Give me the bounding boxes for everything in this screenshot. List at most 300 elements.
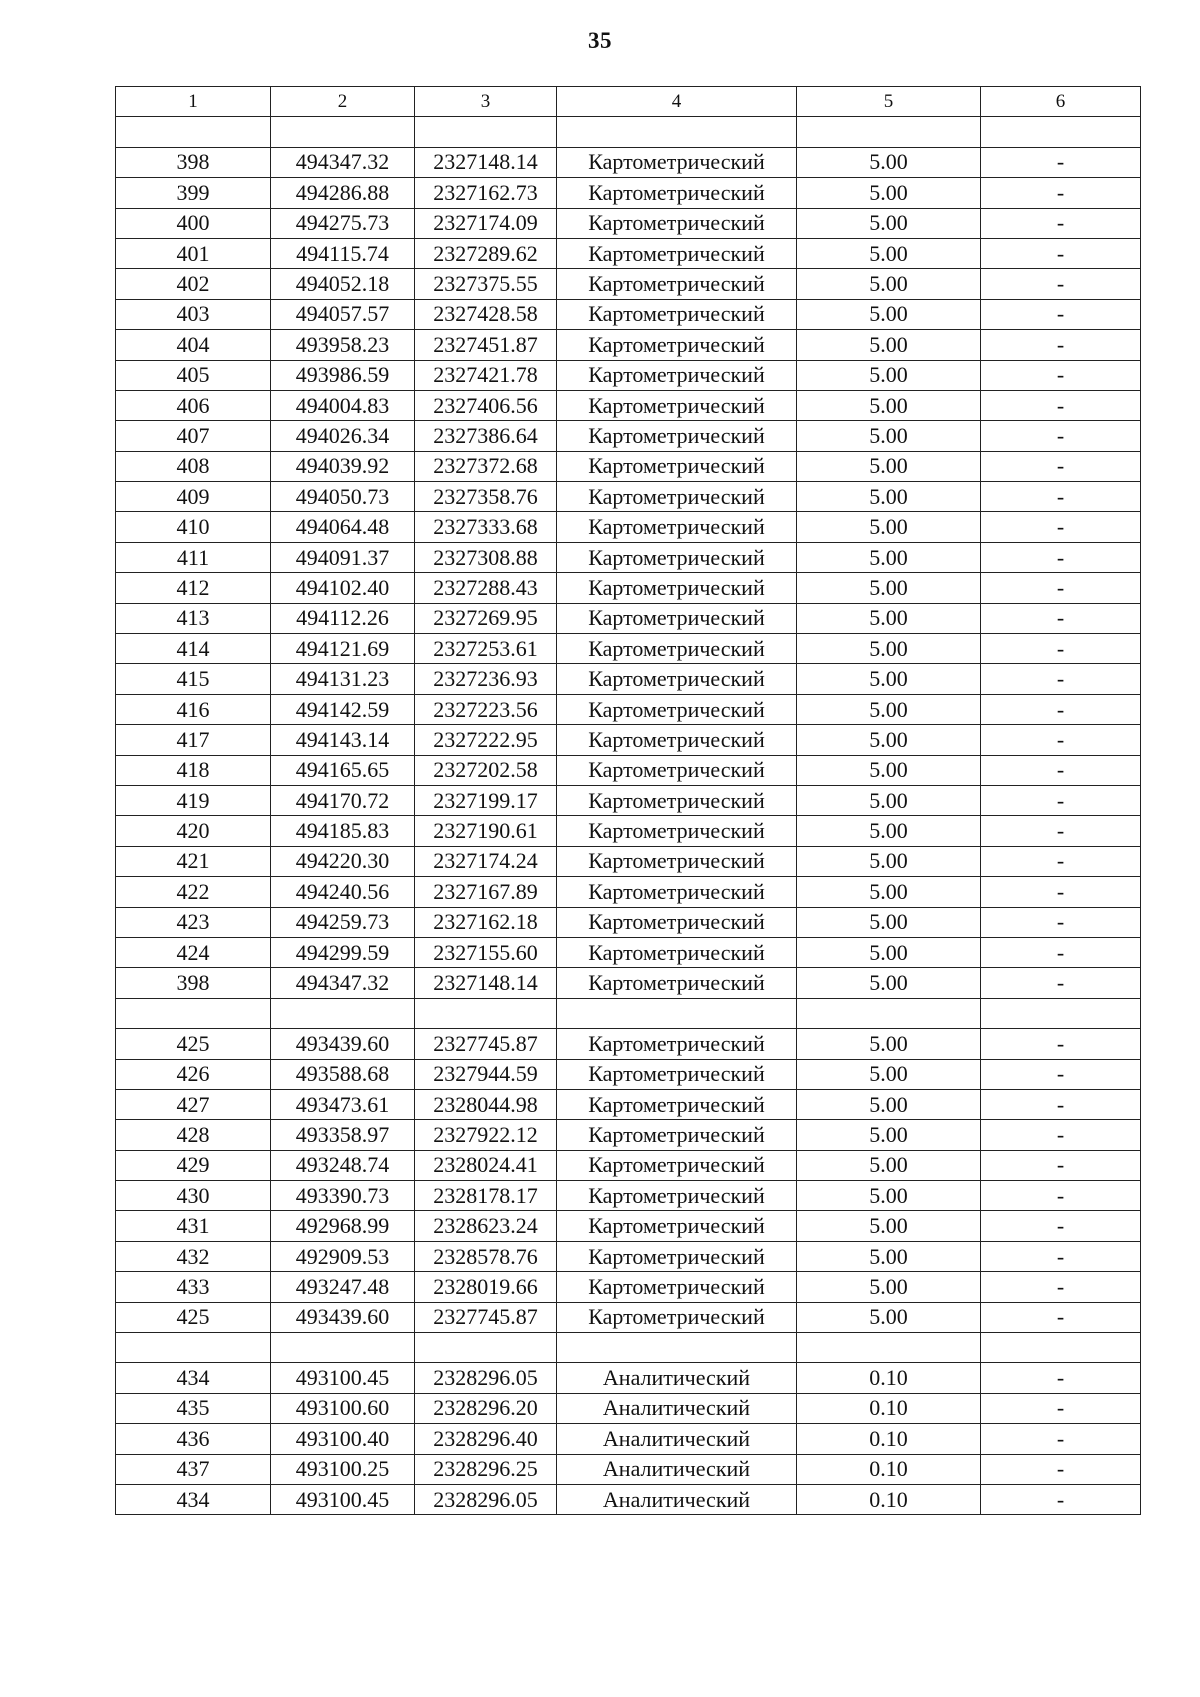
point-number-cell: 416 [116,694,271,724]
accuracy-cell: 5.00 [797,269,981,299]
y-coordinate-cell: 2328024.41 [415,1150,557,1180]
blank-separator-row [116,1333,1141,1363]
method-cell: Картометрический [557,816,797,846]
x-coordinate-cell: 493588.68 [271,1059,415,1089]
x-coordinate-cell: 494170.72 [271,785,415,815]
method-cell: Картометрический [557,1241,797,1271]
accuracy-cell: 5.00 [797,694,981,724]
point-number-cell: 423 [116,907,271,937]
column-number: 6 [981,87,1141,117]
note-cell: - [981,1181,1141,1211]
accuracy-cell: 5.00 [797,390,981,420]
accuracy-cell: 0.10 [797,1454,981,1484]
note-cell: - [981,634,1141,664]
y-coordinate-cell: 2327162.18 [415,907,557,937]
point-number-cell: 408 [116,451,271,481]
method-cell: Картометрический [557,1059,797,1089]
table-row [116,1393,1141,1423]
note-cell: - [981,482,1141,512]
point-number-cell: 410 [116,512,271,542]
accuracy-cell: 5.00 [797,512,981,542]
point-number-cell: 407 [116,421,271,451]
method-cell: Картометрический [557,482,797,512]
note-cell: - [981,421,1141,451]
point-number-cell: 401 [116,238,271,268]
method-cell: Картометрический [557,330,797,360]
accuracy-cell: 0.10 [797,1424,981,1454]
note-cell: - [981,1150,1141,1180]
method-cell: Аналитический [557,1393,797,1423]
y-coordinate-cell [415,117,557,147]
accuracy-cell [797,1333,981,1363]
method-cell: Картометрический [557,542,797,572]
note-cell: - [981,1393,1141,1423]
point-number-cell: 429 [116,1150,271,1180]
table-row [116,512,1141,542]
x-coordinate-cell: 493439.60 [271,1029,415,1059]
note-cell: - [981,694,1141,724]
point-number-cell: 436 [116,1424,271,1454]
point-number-cell: 430 [116,1181,271,1211]
accuracy-cell: 5.00 [797,907,981,937]
table-row [116,1181,1141,1211]
x-coordinate-cell: 494102.40 [271,573,415,603]
point-number-cell: 398 [116,147,271,177]
table-row [116,968,1141,998]
accuracy-cell: 5.00 [797,937,981,967]
method-cell: Картометрический [557,634,797,664]
point-number-cell: 431 [116,1211,271,1241]
y-coordinate-cell: 2327333.68 [415,512,557,542]
method-cell: Картометрический [557,1150,797,1180]
accuracy-cell: 5.00 [797,1089,981,1119]
y-coordinate-cell: 2327269.95 [415,603,557,633]
x-coordinate-cell: 494050.73 [271,482,415,512]
accuracy-cell: 5.00 [797,573,981,603]
x-coordinate-cell: 494091.37 [271,542,415,572]
y-coordinate-cell: 2327406.56 [415,390,557,420]
x-coordinate-cell: 494112.26 [271,603,415,633]
note-cell: - [981,785,1141,815]
method-cell: Картометрический [557,390,797,420]
accuracy-cell: 5.00 [797,482,981,512]
point-number-cell: 432 [116,1241,271,1271]
accuracy-cell: 5.00 [797,1211,981,1241]
accuracy-cell: 5.00 [797,1029,981,1059]
method-cell: Картометрический [557,421,797,451]
accuracy-cell: 5.00 [797,1181,981,1211]
note-cell: - [981,755,1141,785]
method-cell: Картометрический [557,603,797,633]
method-cell: Картометрический [557,512,797,542]
table-row [116,1059,1141,1089]
table-row [116,208,1141,238]
method-cell: Картометрический [557,877,797,907]
x-coordinate-cell: 494165.65 [271,755,415,785]
accuracy-cell: 5.00 [797,1059,981,1089]
accuracy-cell: 5.00 [797,968,981,998]
y-coordinate-cell: 2327167.89 [415,877,557,907]
blank-separator-row [116,117,1141,147]
note-cell: - [981,603,1141,633]
method-cell: Картометрический [557,1029,797,1059]
method-cell: Картометрический [557,846,797,876]
y-coordinate-cell: 2327288.43 [415,573,557,603]
x-coordinate-cell: 494286.88 [271,178,415,208]
y-coordinate-cell: 2327421.78 [415,360,557,390]
note-cell: - [981,1454,1141,1484]
y-coordinate-cell: 2328623.24 [415,1211,557,1241]
point-number-cell: 413 [116,603,271,633]
method-cell: Картометрический [557,208,797,238]
x-coordinate-cell: 494259.73 [271,907,415,937]
method-cell [557,117,797,147]
point-number-cell: 421 [116,846,271,876]
y-coordinate-cell [415,1333,557,1363]
point-number-cell: 417 [116,725,271,755]
note-cell: - [981,1424,1141,1454]
method-cell: Аналитический [557,1363,797,1393]
note-cell: - [981,178,1141,208]
y-coordinate-cell: 2327148.14 [415,968,557,998]
column-number: 1 [116,87,271,117]
note-cell: - [981,573,1141,603]
method-cell: Картометрический [557,755,797,785]
note-cell: - [981,238,1141,268]
table-row [116,1363,1141,1393]
table-row [116,755,1141,785]
method-cell: Картометрический [557,694,797,724]
y-coordinate-cell: 2327236.93 [415,664,557,694]
accuracy-cell: 5.00 [797,816,981,846]
note-cell: - [981,512,1141,542]
x-coordinate-cell: 493100.60 [271,1393,415,1423]
accuracy-cell: 5.00 [797,634,981,664]
method-cell: Картометрический [557,968,797,998]
table-row [116,1424,1141,1454]
x-coordinate-cell: 493100.45 [271,1484,415,1514]
note-cell: - [981,1302,1141,1332]
point-number-cell: 405 [116,360,271,390]
table-row [116,1484,1141,1514]
x-coordinate-cell: 492968.99 [271,1211,415,1241]
note-cell: - [981,877,1141,907]
x-coordinate-cell: 494052.18 [271,269,415,299]
column-number: 3 [415,87,557,117]
note-cell: - [981,360,1141,390]
table-row [116,147,1141,177]
y-coordinate-cell: 2327944.59 [415,1059,557,1089]
y-coordinate-cell: 2327428.58 [415,299,557,329]
note-cell: - [981,1272,1141,1302]
column-number: 2 [271,87,415,117]
coordinates-table [115,86,1141,1515]
note-cell: - [981,147,1141,177]
note-cell: - [981,390,1141,420]
point-number-cell: 419 [116,785,271,815]
method-cell: Картометрический [557,937,797,967]
y-coordinate-cell: 2327148.14 [415,147,557,177]
point-number-cell: 427 [116,1089,271,1119]
x-coordinate-cell: 494347.32 [271,968,415,998]
method-cell: Картометрический [557,725,797,755]
y-coordinate-cell: 2327253.61 [415,634,557,664]
accuracy-cell: 5.00 [797,299,981,329]
y-coordinate-cell: 2328178.17 [415,1181,557,1211]
accuracy-cell: 5.00 [797,1302,981,1332]
x-coordinate-cell: 493100.40 [271,1424,415,1454]
y-coordinate-cell: 2327922.12 [415,1120,557,1150]
x-coordinate-cell [271,117,415,147]
y-coordinate-cell: 2328019.66 [415,1272,557,1302]
point-number-cell: 424 [116,937,271,967]
accuracy-cell: 5.00 [797,755,981,785]
point-number-cell: 422 [116,877,271,907]
x-coordinate-cell: 493100.45 [271,1363,415,1393]
note-cell: - [981,269,1141,299]
method-cell: Аналитический [557,1454,797,1484]
note-cell: - [981,664,1141,694]
point-number-cell: 428 [116,1120,271,1150]
page-number: 35 [588,28,612,53]
point-number-cell: 412 [116,573,271,603]
y-coordinate-cell: 2327199.17 [415,785,557,815]
x-coordinate-cell: 493100.25 [271,1454,415,1484]
x-coordinate-cell: 494299.59 [271,937,415,967]
x-coordinate-cell: 494275.73 [271,208,415,238]
accuracy-cell: 5.00 [797,664,981,694]
y-coordinate-cell: 2327222.95 [415,725,557,755]
x-coordinate-cell: 493986.59 [271,360,415,390]
x-coordinate-cell [271,998,415,1028]
y-coordinate-cell: 2328578.76 [415,1241,557,1271]
y-coordinate-cell: 2327190.61 [415,816,557,846]
table-row [116,178,1141,208]
y-coordinate-cell: 2327223.56 [415,694,557,724]
column-number: 5 [797,87,981,117]
x-coordinate-cell: 494143.14 [271,725,415,755]
note-cell: - [981,937,1141,967]
x-coordinate-cell: 493247.48 [271,1272,415,1302]
y-coordinate-cell: 2327174.24 [415,846,557,876]
x-coordinate-cell: 494057.57 [271,299,415,329]
method-cell: Картометрический [557,178,797,208]
y-coordinate-cell: 2327174.09 [415,208,557,238]
note-cell: - [981,1363,1141,1393]
y-coordinate-cell: 2328296.20 [415,1393,557,1423]
accuracy-cell: 5.00 [797,208,981,238]
point-number-cell: 437 [116,1454,271,1484]
point-number-cell: 398 [116,968,271,998]
accuracy-cell: 5.00 [797,178,981,208]
table-row [116,1089,1141,1119]
method-cell: Картометрический [557,451,797,481]
table-row [116,451,1141,481]
x-coordinate-cell: 493439.60 [271,1302,415,1332]
y-coordinate-cell: 2327745.87 [415,1302,557,1332]
table-row [116,421,1141,451]
note-cell: - [981,816,1141,846]
table-row [116,1241,1141,1271]
y-coordinate-cell: 2327358.76 [415,482,557,512]
x-coordinate-cell: 492909.53 [271,1241,415,1271]
note-cell: - [981,1059,1141,1089]
table-row [116,1454,1141,1484]
table-row [116,1302,1141,1332]
point-number-cell: 426 [116,1059,271,1089]
note-cell: - [981,1029,1141,1059]
table-row [116,634,1141,664]
accuracy-cell: 0.10 [797,1363,981,1393]
table-row [116,573,1141,603]
accuracy-cell: 5.00 [797,725,981,755]
y-coordinate-cell: 2328296.05 [415,1484,557,1514]
x-coordinate-cell: 494064.48 [271,512,415,542]
x-coordinate-cell: 494131.23 [271,664,415,694]
table-row [116,360,1141,390]
table-row [116,664,1141,694]
accuracy-cell: 5.00 [797,603,981,633]
y-coordinate-cell: 2327289.62 [415,238,557,268]
y-coordinate-cell: 2327155.60 [415,937,557,967]
note-cell: - [981,1211,1141,1241]
point-number-cell: 404 [116,330,271,360]
table-row [116,846,1141,876]
method-cell: Аналитический [557,1484,797,1514]
table-row [116,1029,1141,1059]
column-number-row [116,87,1141,117]
note-cell [981,998,1141,1028]
x-coordinate-cell: 493958.23 [271,330,415,360]
accuracy-cell: 5.00 [797,1241,981,1271]
accuracy-cell: 5.00 [797,877,981,907]
table-row [116,269,1141,299]
method-cell [557,1333,797,1363]
note-cell: - [981,1120,1141,1150]
table-row [116,603,1141,633]
table-row [116,299,1141,329]
note-cell: - [981,1089,1141,1119]
y-coordinate-cell: 2328296.05 [415,1363,557,1393]
y-coordinate-cell: 2327375.55 [415,269,557,299]
table-row [116,1120,1141,1150]
note-cell: - [981,1484,1141,1514]
point-number-cell: 425 [116,1302,271,1332]
table-row [116,542,1141,572]
note-cell [981,117,1141,147]
point-number-cell: 434 [116,1363,271,1393]
point-number-cell: 406 [116,390,271,420]
x-coordinate-cell: 493390.73 [271,1181,415,1211]
method-cell: Картометрический [557,299,797,329]
point-number-cell: 402 [116,269,271,299]
method-cell: Картометрический [557,1302,797,1332]
x-coordinate-cell: 494185.83 [271,816,415,846]
method-cell: Картометрический [557,1211,797,1241]
accuracy-cell: 5.00 [797,1120,981,1150]
accuracy-cell: 5.00 [797,238,981,268]
table-row [116,1150,1141,1180]
method-cell: Картометрический [557,147,797,177]
y-coordinate-cell: 2327162.73 [415,178,557,208]
note-cell: - [981,451,1141,481]
accuracy-cell: 5.00 [797,451,981,481]
method-cell: Картометрический [557,573,797,603]
accuracy-cell: 5.00 [797,542,981,572]
method-cell: Картометрический [557,1120,797,1150]
point-number-cell: 418 [116,755,271,785]
accuracy-cell: 5.00 [797,785,981,815]
x-coordinate-cell: 494115.74 [271,238,415,268]
blank-separator-row [116,998,1141,1028]
method-cell: Картометрический [557,1181,797,1211]
accuracy-cell: 5.00 [797,360,981,390]
point-number-cell: 400 [116,208,271,238]
x-coordinate-cell: 494240.56 [271,877,415,907]
accuracy-cell [797,998,981,1028]
table-row [116,330,1141,360]
table-row [116,937,1141,967]
accuracy-cell: 0.10 [797,1484,981,1514]
x-coordinate-cell: 493473.61 [271,1089,415,1119]
note-cell: - [981,542,1141,572]
method-cell: Картометрический [557,907,797,937]
x-coordinate-cell: 494026.34 [271,421,415,451]
accuracy-cell: 5.00 [797,147,981,177]
x-coordinate-cell: 494004.83 [271,390,415,420]
note-cell: - [981,907,1141,937]
y-coordinate-cell [415,998,557,1028]
accuracy-cell: 5.00 [797,846,981,876]
accuracy-cell: 5.00 [797,330,981,360]
table-row [116,390,1141,420]
point-number-cell: 414 [116,634,271,664]
accuracy-cell: 5.00 [797,1272,981,1302]
note-cell: - [981,299,1141,329]
point-number-cell: 411 [116,542,271,572]
note-cell: - [981,968,1141,998]
column-number: 4 [557,87,797,117]
y-coordinate-cell: 2328044.98 [415,1089,557,1119]
x-coordinate-cell: 494142.59 [271,694,415,724]
x-coordinate-cell: 494121.69 [271,634,415,664]
x-coordinate-cell: 494220.30 [271,846,415,876]
point-number-cell: 420 [116,816,271,846]
table-row [116,694,1141,724]
y-coordinate-cell: 2327386.64 [415,421,557,451]
y-coordinate-cell: 2327745.87 [415,1029,557,1059]
y-coordinate-cell: 2327451.87 [415,330,557,360]
point-number-cell: 399 [116,178,271,208]
method-cell: Картометрический [557,785,797,815]
note-cell [981,1333,1141,1363]
y-coordinate-cell: 2328296.25 [415,1454,557,1484]
point-number-cell: 435 [116,1393,271,1423]
method-cell: Картометрический [557,238,797,268]
accuracy-cell: 5.00 [797,1150,981,1180]
method-cell: Аналитический [557,1424,797,1454]
note-cell: - [981,208,1141,238]
x-coordinate-cell: 494039.92 [271,451,415,481]
point-number-cell [116,1333,271,1363]
coordinates-table-body [116,87,1141,1515]
accuracy-cell: 5.00 [797,421,981,451]
table-row [116,238,1141,268]
x-coordinate-cell [271,1333,415,1363]
x-coordinate-cell: 493358.97 [271,1120,415,1150]
x-coordinate-cell: 493248.74 [271,1150,415,1180]
point-number-cell: 415 [116,664,271,694]
